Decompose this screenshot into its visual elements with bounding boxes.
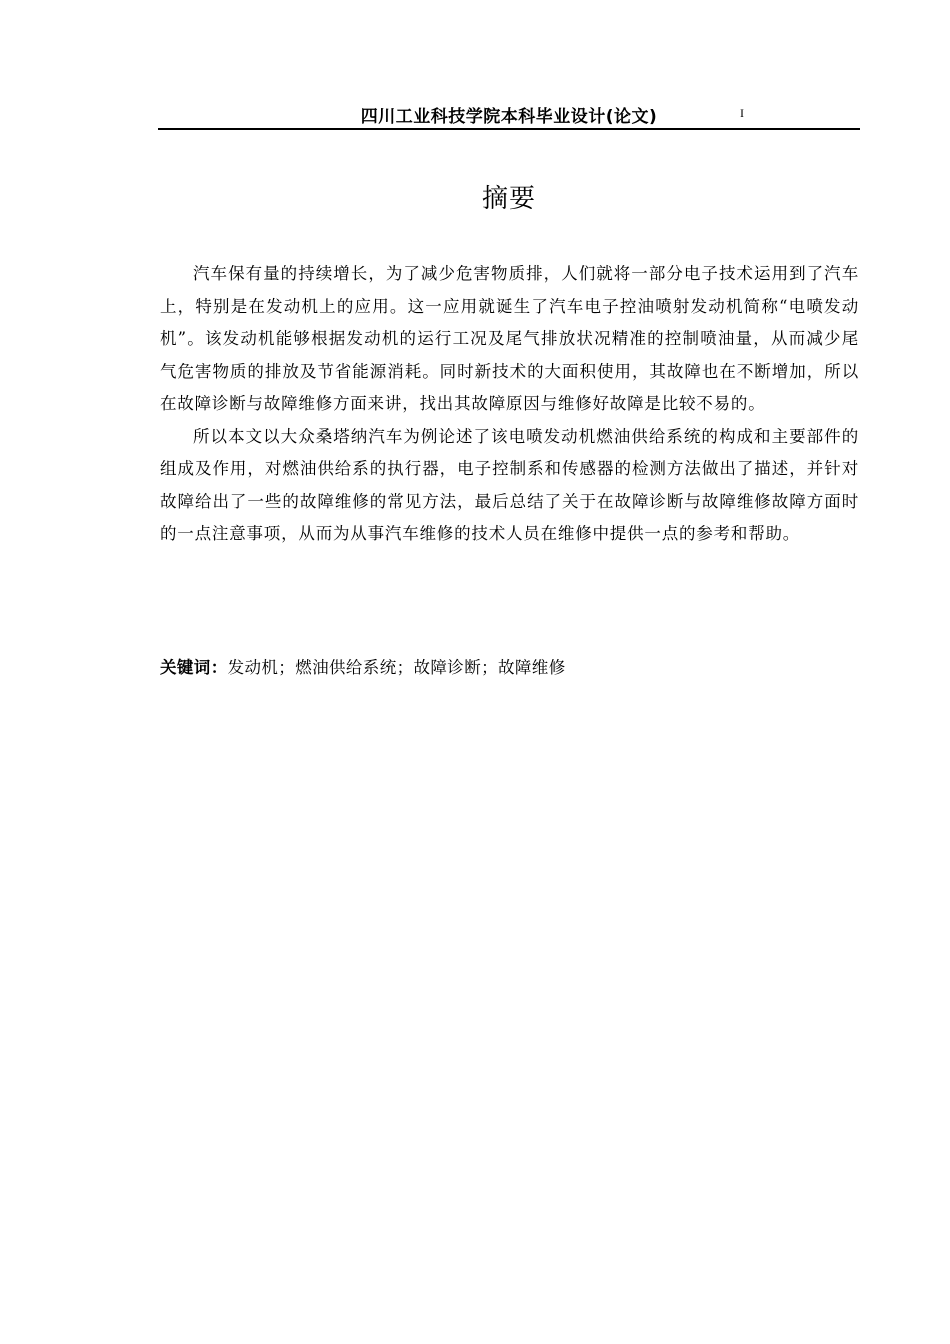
abstract-title: 摘要 (481, 184, 536, 214)
keywords-list: 发动机；燃油供给系统；故障诊断；故障维修 (227, 658, 566, 677)
abstract-paragraph-1: 汽车保有量的持续增长，为了减少危害物质排，人们就将一部分电子技术运用到了汽车上，特别是在发动机上的应用。这一应用就诞生了汽车电子控油喷射发动机简称“电喷发动机”。该发动机能够根据发动机的运行工况及尾气排放状况精准的控制喷油量，从而减少尾气危害物质的排放及节省能源消耗。同时新技术的大面积使用，其故障也在不断增加，所以在故障诊断与故障维修方面来讲，找出其故障原因与维修好故障是比较不易的。 (160, 264, 859, 413)
header-title: 四川工业科技学院本科毕业设计(论文) (360, 107, 658, 127)
page-number: I (740, 106, 744, 120)
keywords-label: 关键词： (160, 658, 228, 677)
abstract-paragraph-2: 所以本文以大众桑塔纳汽车为例论述了该电喷发动机燃油供给系统的构成和主要部件的组成及作用，对燃油供给系的执行器，电子控制系和传感器的检测方法做出了描述，并针对故障给出了一些的故障维修的常见方法，最后总结了关于在故障诊断与故障维修故障方面时的一点注意事项，从而为从事汽车维修的技术人员在维修中提供一点的参考和帮助。 (160, 426, 859, 543)
page-header (158, 98, 860, 130)
abstract-body (160, 258, 859, 551)
keywords-line (160, 652, 859, 684)
